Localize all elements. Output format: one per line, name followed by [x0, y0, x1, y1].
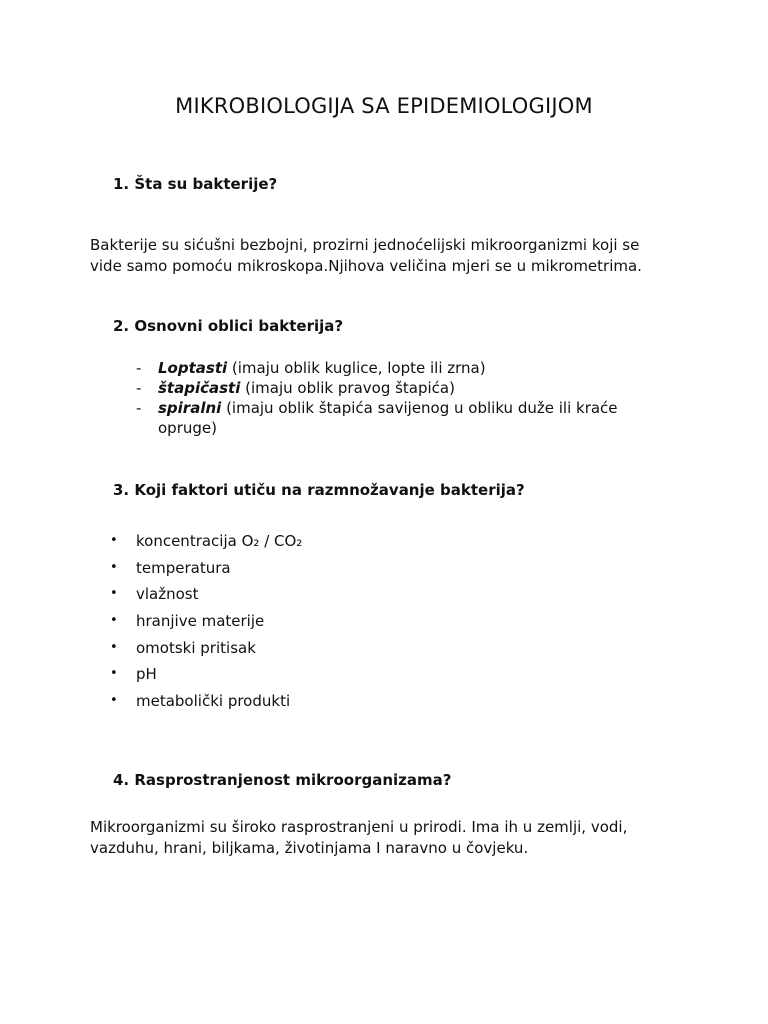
bullet-icon: •: [110, 559, 118, 575]
bullet-icon: •: [110, 586, 118, 602]
list-item: [110, 584, 302, 611]
shape-description: (imaju oblik kuglice, lopte ili zrna): [227, 359, 486, 377]
list-item: [136, 358, 656, 378]
shape-description: (imaju oblik štapića savijenog u obliku duže ili kraće opruge): [158, 399, 618, 437]
list-item: [136, 398, 656, 438]
question-2: 2. Osnovni oblici bakterija?: [113, 317, 344, 335]
shape-term: štapičasti: [158, 379, 241, 397]
answer-4: [90, 817, 690, 859]
list-item: [110, 691, 302, 718]
answer-1: [90, 235, 690, 277]
growth-factors-list: [110, 531, 302, 718]
bullet-icon: •: [110, 533, 118, 548]
factor-text: metabolički produkti: [136, 692, 291, 711]
factor-text: pH: [136, 665, 157, 684]
list-item: [110, 611, 302, 638]
factor-text: hranjive materije: [136, 612, 265, 631]
factor-text: temperatura: [136, 558, 231, 577]
dash-marker: -: [136, 399, 142, 417]
factor-text: omotski pritisak: [136, 638, 256, 657]
factor-text: koncentracija O₂ / CO₂: [136, 532, 303, 550]
answer-1-line-1: Bakterije su sićušni bezbojni, prozirni jednoćelijski mikroorganizmi koji se: [90, 236, 640, 254]
factor-text: vlažnost: [136, 585, 199, 604]
answer-4-line-2: vazduhu, hrani, biljkama, životinjama I naravno u čovjeku.: [90, 839, 529, 857]
bullet-icon: •: [110, 666, 118, 682]
question-3: 3. Koji faktori utiču na razmnožavanje bakterija?: [113, 481, 525, 499]
dash-marker: -: [136, 379, 142, 397]
shape-description: (imaju oblik pravog štapića): [240, 379, 455, 397]
shape-term: Loptasti: [158, 359, 228, 377]
question-1: 1. Šta su bakterije?: [113, 175, 278, 193]
answer-4-line-1: Mikroorganizmi su široko rasprostranjeni u prirodi. Ima ih u zemlji, vodi,: [90, 818, 628, 836]
bacteria-shapes-list: [136, 358, 656, 438]
question-4: 4. Rasprostranjenost mikroorganizama?: [113, 771, 452, 789]
document-title: MIKROBIOLOGIJA SA EPIDEMIOLOGIJOM: [175, 94, 593, 118]
bullet-icon: •: [110, 639, 118, 655]
answer-1-line-2: vide samo pomoću mikroskopa.Njihova veličina mjeri se u mikrometrima.: [90, 257, 642, 275]
list-item: [110, 531, 302, 558]
list-item: [110, 558, 302, 585]
list-item: [136, 378, 656, 398]
bullet-icon: •: [110, 613, 118, 629]
list-item: [110, 638, 302, 665]
shape-term: spiralni: [158, 399, 222, 417]
bullet-icon: •: [110, 693, 118, 709]
dash-marker: -: [136, 359, 142, 377]
list-item: [110, 664, 302, 691]
